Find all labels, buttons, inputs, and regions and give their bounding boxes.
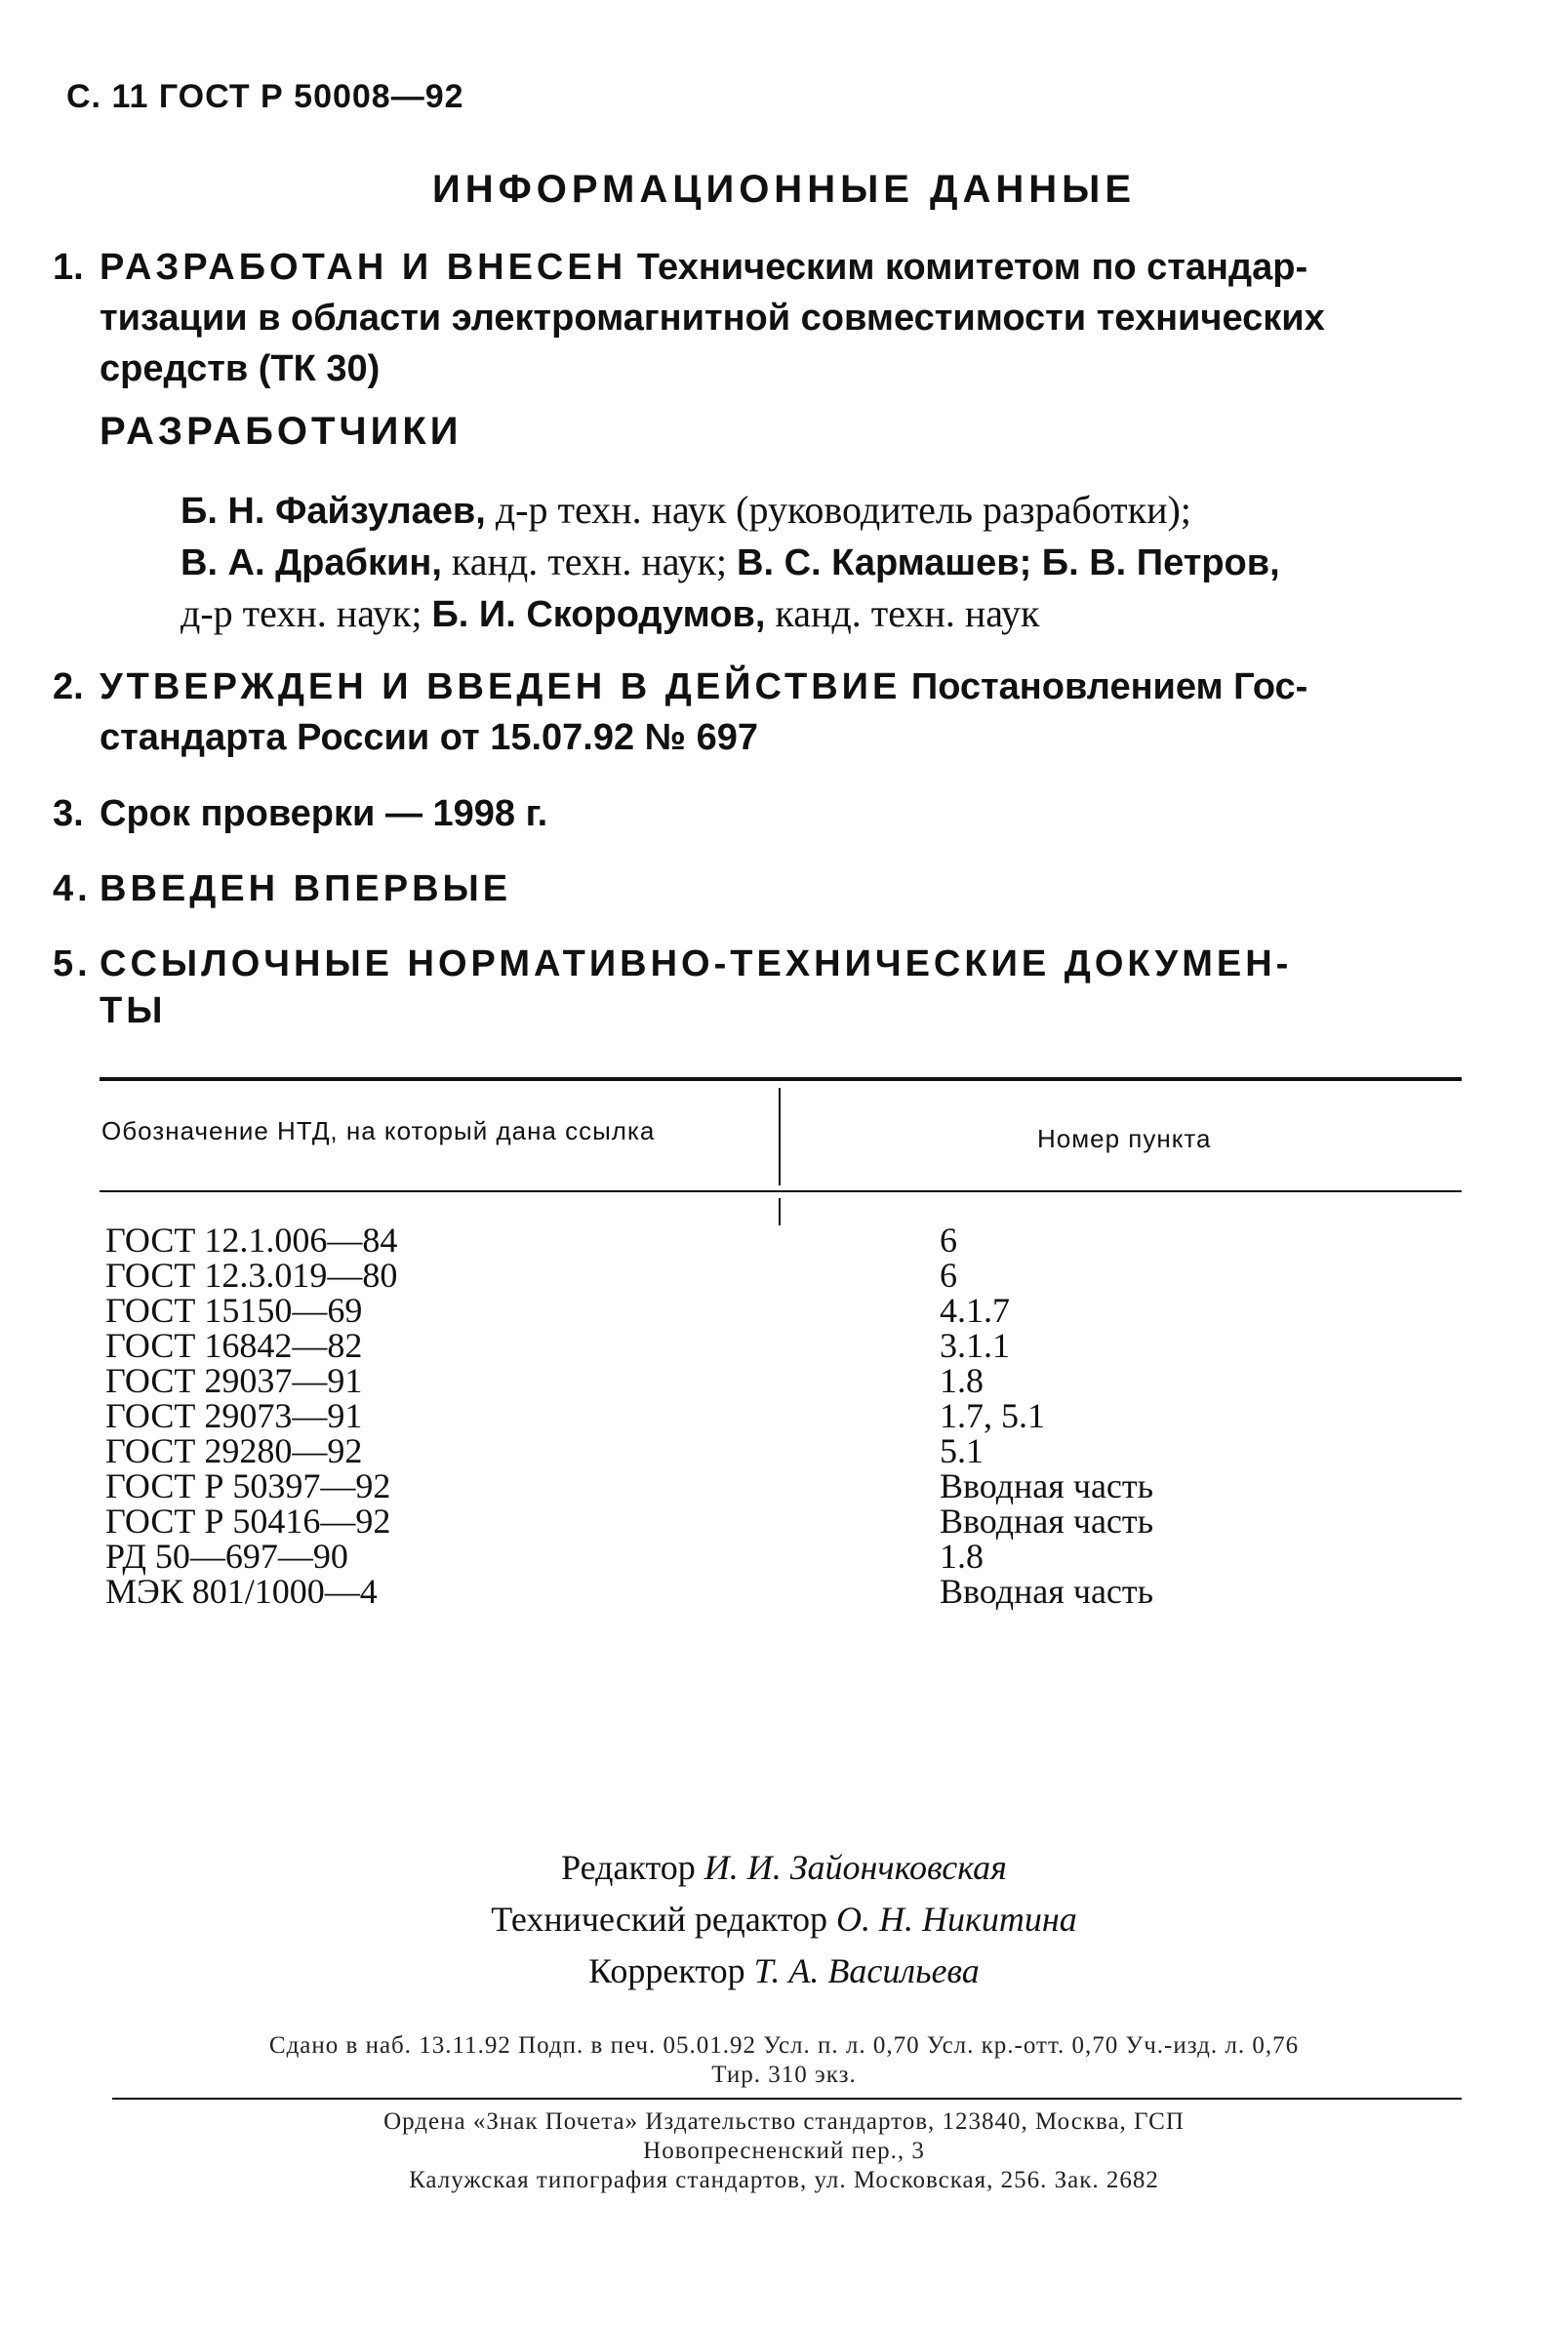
item-lead: РАЗРАБОТАН И ВНЕСЕН — [100, 247, 627, 288]
developer-title: канд. техн. наук — [765, 591, 1040, 635]
item-number: 2. — [53, 666, 84, 707]
developer-title: канд. техн. наук; — [441, 540, 738, 583]
table-cell-document: МЭК 801/1000—4 — [105, 1572, 378, 1611]
item-5 — [53, 941, 1456, 1034]
imprint-top — [0, 2031, 1568, 2090]
item-line: стандарта России от 15.07.92 № 697 — [100, 717, 758, 758]
table-cell-document: ГОСТ 12.3.019—80 — [105, 1256, 398, 1295]
imprint-line: Ордена «Знак Почета» Издательство стандартов, 123840, Москва, ГСП — [383, 2108, 1185, 2135]
table-cell-clause: Вводная часть — [940, 1572, 1154, 1611]
item-line: средств (ТК 30) — [100, 348, 381, 389]
table-cell-document: ГОСТ Р 50416—92 — [105, 1502, 391, 1541]
table-header-rule — [100, 1190, 1462, 1192]
table-col1-header: Обозначение НТД, на который дана ссылка — [101, 1116, 656, 1145]
developer-name: Б. Н. Файзулаев, — [181, 491, 486, 532]
table-cell-clause: Вводная часть — [940, 1466, 1154, 1505]
credit-role: Корректор — [588, 1951, 745, 1990]
table-col2-header: Номер пункта — [1037, 1124, 1212, 1153]
credit-role: Редактор — [561, 1848, 696, 1887]
developer-name: В. С. Кармашев; Б. В. Петров, — [737, 542, 1280, 583]
item-line: тизации в области электромагнитной совместимости технических — [100, 298, 1325, 339]
item-number: 1. — [53, 247, 84, 288]
item-text: Постановлением Гос- — [910, 666, 1308, 707]
table-cell-clause: 1.8 — [940, 1537, 984, 1576]
table-cell-document: ГОСТ 29280—92 — [105, 1431, 363, 1470]
item-text: Техническим комитетом по стандар- — [636, 247, 1308, 288]
item-4 — [53, 863, 1456, 914]
item-line — [100, 661, 1456, 712]
developer-title: д-р техн. наук (руководитель разработки); — [485, 488, 1191, 532]
imprint-bottom — [0, 2107, 1568, 2195]
table-cell-clause: 1.7, 5.1 — [940, 1396, 1045, 1435]
item-lead: УТВЕРЖДЕН И ВВЕДЕН В ДЕЙСТВИЕ — [100, 666, 902, 707]
credit-line — [0, 1894, 1568, 1945]
item-line: ССЫЛОЧНЫЕ НОРМАТИВНО-ТЕХНИЧЕСКИЕ ДОКУМЕН- — [100, 943, 1293, 984]
item-number: 5. — [53, 943, 92, 984]
credit-line — [0, 1842, 1568, 1894]
item-line: ВВЕДЕН ВПЕРВЫЕ — [100, 868, 512, 909]
table-cell-document: ГОСТ 16842—82 — [105, 1326, 363, 1365]
imprint-line: Калужская типография стандартов, ул. Московская, 256. Зак. 2682 — [409, 2167, 1159, 2193]
item-number: 3. — [53, 793, 84, 834]
table-cell-clause: 3.1.1 — [940, 1326, 1010, 1365]
credit-name: О. Н. Никитина — [836, 1900, 1077, 1939]
table-cell-clause: 5.1 — [940, 1431, 984, 1470]
item-number: 4. — [53, 868, 92, 909]
page-header: С. 11 ГОСТ Р 50008—92 — [66, 78, 464, 115]
credit-line — [0, 1945, 1568, 1997]
table-cell-clause: 4.1.7 — [940, 1291, 1010, 1330]
imprint-line: Сдано в наб. 13.11.92 Подп. в печ. 05.01.92 Усл. п. л. 0,70 Усл. кр.-отт. 0,70 Уч.-изд. л. 0,76 — [268, 2032, 1300, 2059]
developer-name: Б. И. Скородумов, — [431, 594, 766, 635]
table-header-divider — [779, 1088, 781, 1185]
table-cell-document: ГОСТ 15150—69 — [105, 1291, 363, 1330]
table-top-rule — [100, 1077, 1462, 1081]
item-2 — [53, 661, 1456, 763]
item-3 — [53, 788, 1456, 839]
table-cell-document: ГОСТ 29073—91 — [105, 1396, 363, 1435]
imprint-line: Тир. 310 экз. — [711, 2062, 857, 2088]
table-cell-document: ГОСТ Р 50397—92 — [105, 1466, 391, 1505]
table-cell-clause: 1.8 — [940, 1361, 984, 1400]
item-line — [100, 242, 1456, 293]
table-cell-clause: 6 — [940, 1221, 957, 1260]
table-cell-document: ГОСТ 29037—91 — [105, 1361, 363, 1400]
developers-line — [181, 537, 1459, 588]
table-body-divider-tick — [779, 1198, 781, 1225]
table-cell-clause: Вводная часть — [940, 1502, 1154, 1541]
developer-name: В. А. Драбкин, — [181, 542, 442, 583]
imprint-rule — [112, 2098, 1462, 2100]
developer-title: д-р техн. наук; — [181, 591, 432, 635]
developers-list — [181, 485, 1459, 640]
item-line: ТЫ — [100, 990, 167, 1031]
developers-line — [181, 588, 1459, 640]
imprint-line: Новопресненский пер., 3 — [643, 2138, 925, 2164]
table-cell-document: ГОСТ 12.1.006—84 — [105, 1221, 398, 1260]
credit-name: Т. А. Васильева — [753, 1951, 980, 1990]
credits — [0, 1842, 1568, 1997]
item-line: Срок проверки — 1998 г. — [100, 793, 548, 834]
credit-name: И. И. Зайончковская — [704, 1848, 1007, 1887]
page-title: ИНФОРМАЦИОННЫЕ ДАННЫЕ — [431, 168, 1137, 211]
table-cell-document: РД 50—697—90 — [105, 1537, 348, 1576]
developers-line — [181, 485, 1459, 537]
item-1 — [53, 242, 1456, 394]
developers-heading: РАЗРАБОТЧИКИ — [100, 410, 462, 453]
credit-role: Технический редактор — [491, 1900, 827, 1939]
table-cell-clause: 6 — [940, 1256, 957, 1295]
